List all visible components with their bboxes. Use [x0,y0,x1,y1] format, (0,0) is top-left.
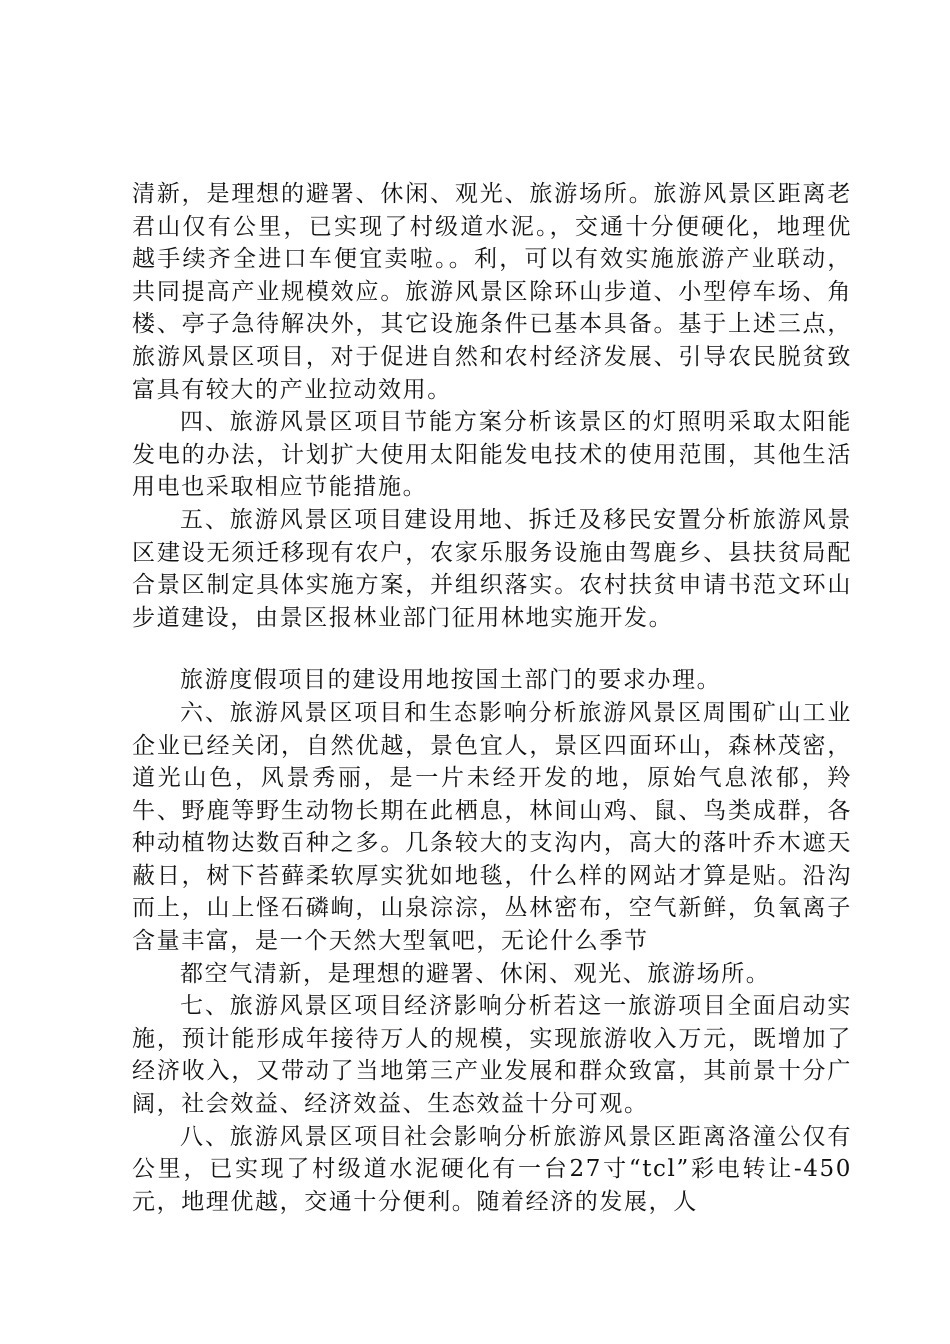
document-body [132,178,852,1218]
paragraph-fresh-air: 都空气清新，是理想的避署、休闲、观光、旅游场所。 [180,960,771,987]
paragraph-continuation: 清新，是理想的避署、休闲、观光、旅游场所。旅游风景区距离老君山仅有公里，已实现了村级道水泥。，交通十分便硬化，地理优越手续齐全进口车便宜卖啦。。利，可以有效实施旅游产业联动，共同提高产业规模效应。旅游风景区除环山步道、小型停车场、角楼、亭子急待解决外，其它设施条件已基本具备。基于上述三点，旅游风景区项目，对于促进自然和农村经济发展、引导农民脱贫致富具有较大的产业拉动效用。 [132,181,852,403]
paragraph-section-7: 七、旅游风景区项目经济影响分析若这一旅游项目全面启动实施，预计能形成年接待万人的规模，实现旅游收入万元，既增加了经济收入，又带动了当地第三产业发展和群众致富，其前景十分广阔，社会效益、经济效益、生态效益十分可观。 [132,993,852,1118]
paragraph-section-4: 四、旅游风景区项目节能方案分析该景区的灯照明采取太阳能发电的办法，计划扩大使用太阳能发电技术的使用范围，其他生活用电也采取相应节能措施。 [132,409,852,501]
paragraph-section-8: 八、旅游风景区项目社会影响分析旅游风景区距离洛潼公仅有公里，已实现了村级道水泥硬化有一台27寸“tcl”彩电转让-450元，地理优越，交通十分便利。随着经济的发展，人 [132,1123,852,1215]
paragraph-land-use: 旅游度假项目的建设用地按国土部门的要求办理。 [180,667,722,694]
paragraph-section-6: 六、旅游风景区项目和生态影响分析旅游风景区周围矿山工业企业已经关闭，自然优越，景色宜人，景区四面环山，森林茂密，道光山色，风景秀丽，是一片未经开发的地，原始气息浓郁，羚牛、野鹿等野生动物长期在此栖息，林间山鸡、鼠、鸟类成群，各种动植物达数百种之多。几条较大的支沟内，高大的落叶乔木遮天蔽日，树下苔藓柔软厚实犹如地毯，什么样的网站才算是贴。沿沟而上，山上怪石磷峋，山泉淙淙，丛林密布，空气新鲜，负氧离子含量丰富，是一个天然大型氧吧，无论什么季节 [132,699,852,955]
paragraph-section-5: 五、旅游风景区项目建设用地、拆迁及移民安置分析旅游风景区建设无须迁移现有农户，农家乐服务设施由驾鹿乡、县扶贫局配合景区制定具体实施方案，并组织落实。农村扶贫申请书范文环山步道建设，由景区报林业部门征用林地实施开发。 [132,506,852,631]
